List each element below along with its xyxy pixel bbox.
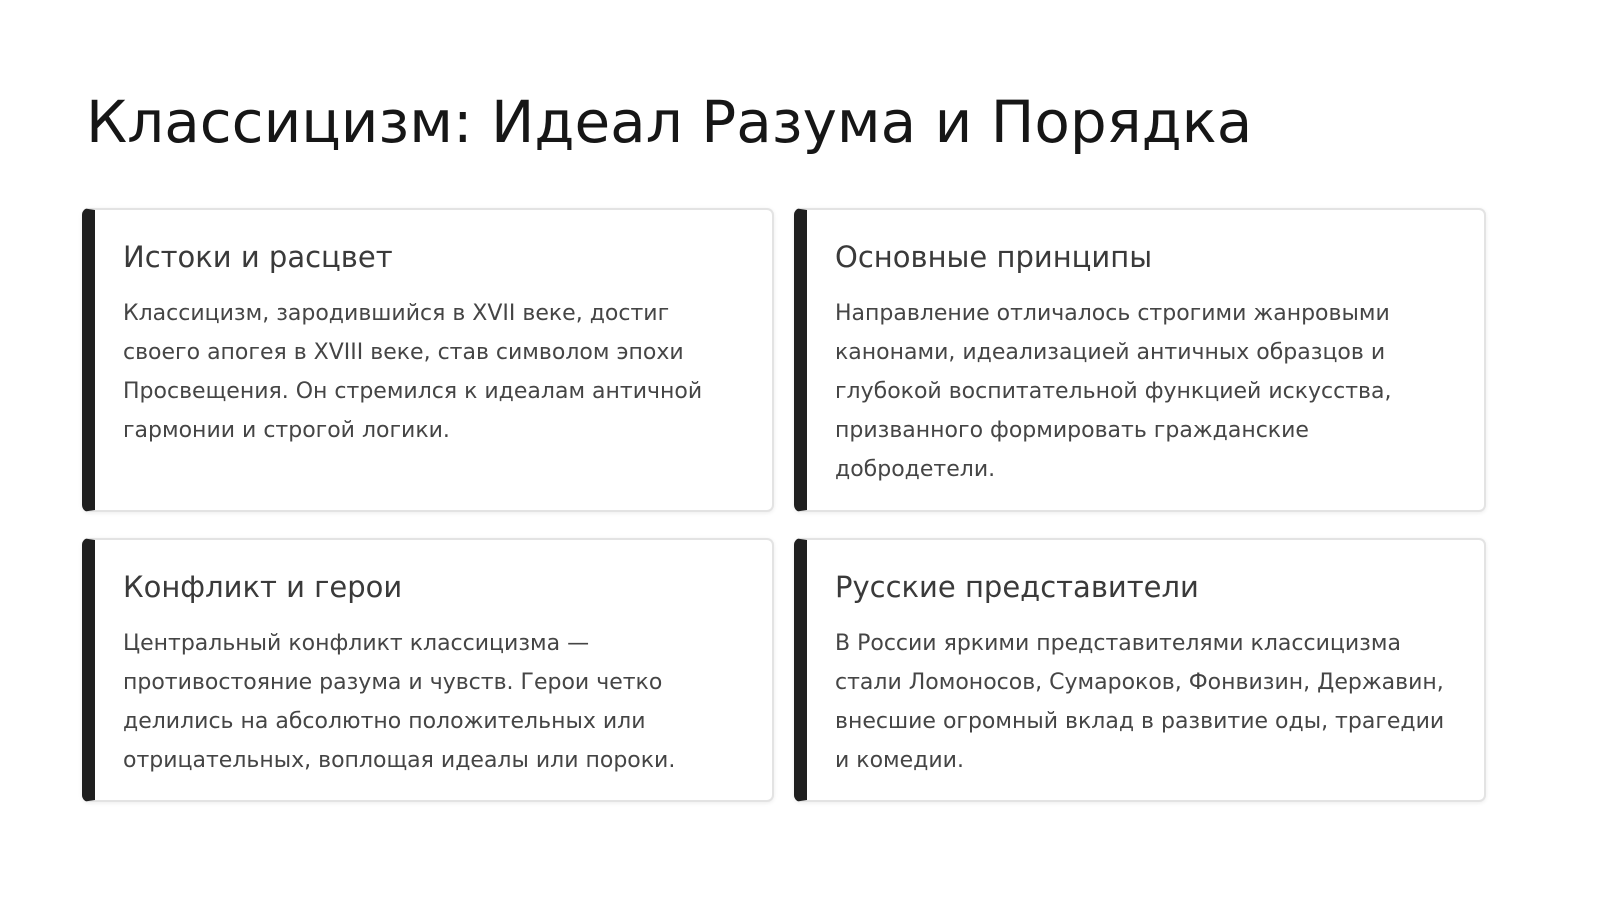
card-title: Конфликт и герои [123,570,403,604]
card-text: Направление отличалось строгими жанровыми канонами, идеализацией античных образцов и глубокой воспитательной функцией искусства, призванного формировать гражданские добродетели. [835,301,1392,482]
card-text: Центральный конфликт классицизма — противостояние разума и чувств. Герои четко делились на абсолютно положительных или отрицательных, воплощая идеалы или пороки. [123,631,676,773]
card-origins [82,208,774,512]
card-conflict [82,538,774,802]
card-text: В России яркими представителями классицизма стали Ломоносов, Сумароков, Фонвизин, Державин, внесшие огромный вклад в развитие оды, трагедии и комедии. [835,631,1445,773]
card-representatives [794,538,1486,802]
card-title: Русские представители [835,570,1199,604]
card-title: Истоки и расцвет [123,240,393,274]
card-text: Классицизм, зародившийся в XVII веке, достиг своего апогея в XVIII веке, став символом эпохи Просвещения. Он стремился к идеалам античной гармонии и строгой логики. [123,301,703,443]
card-title: Основные принципы [835,240,1153,274]
card-principles [794,208,1486,512]
cards-grid [82,208,1486,802]
slide-title: Классицизм: Идеал Разума и Порядка [86,88,1253,156]
